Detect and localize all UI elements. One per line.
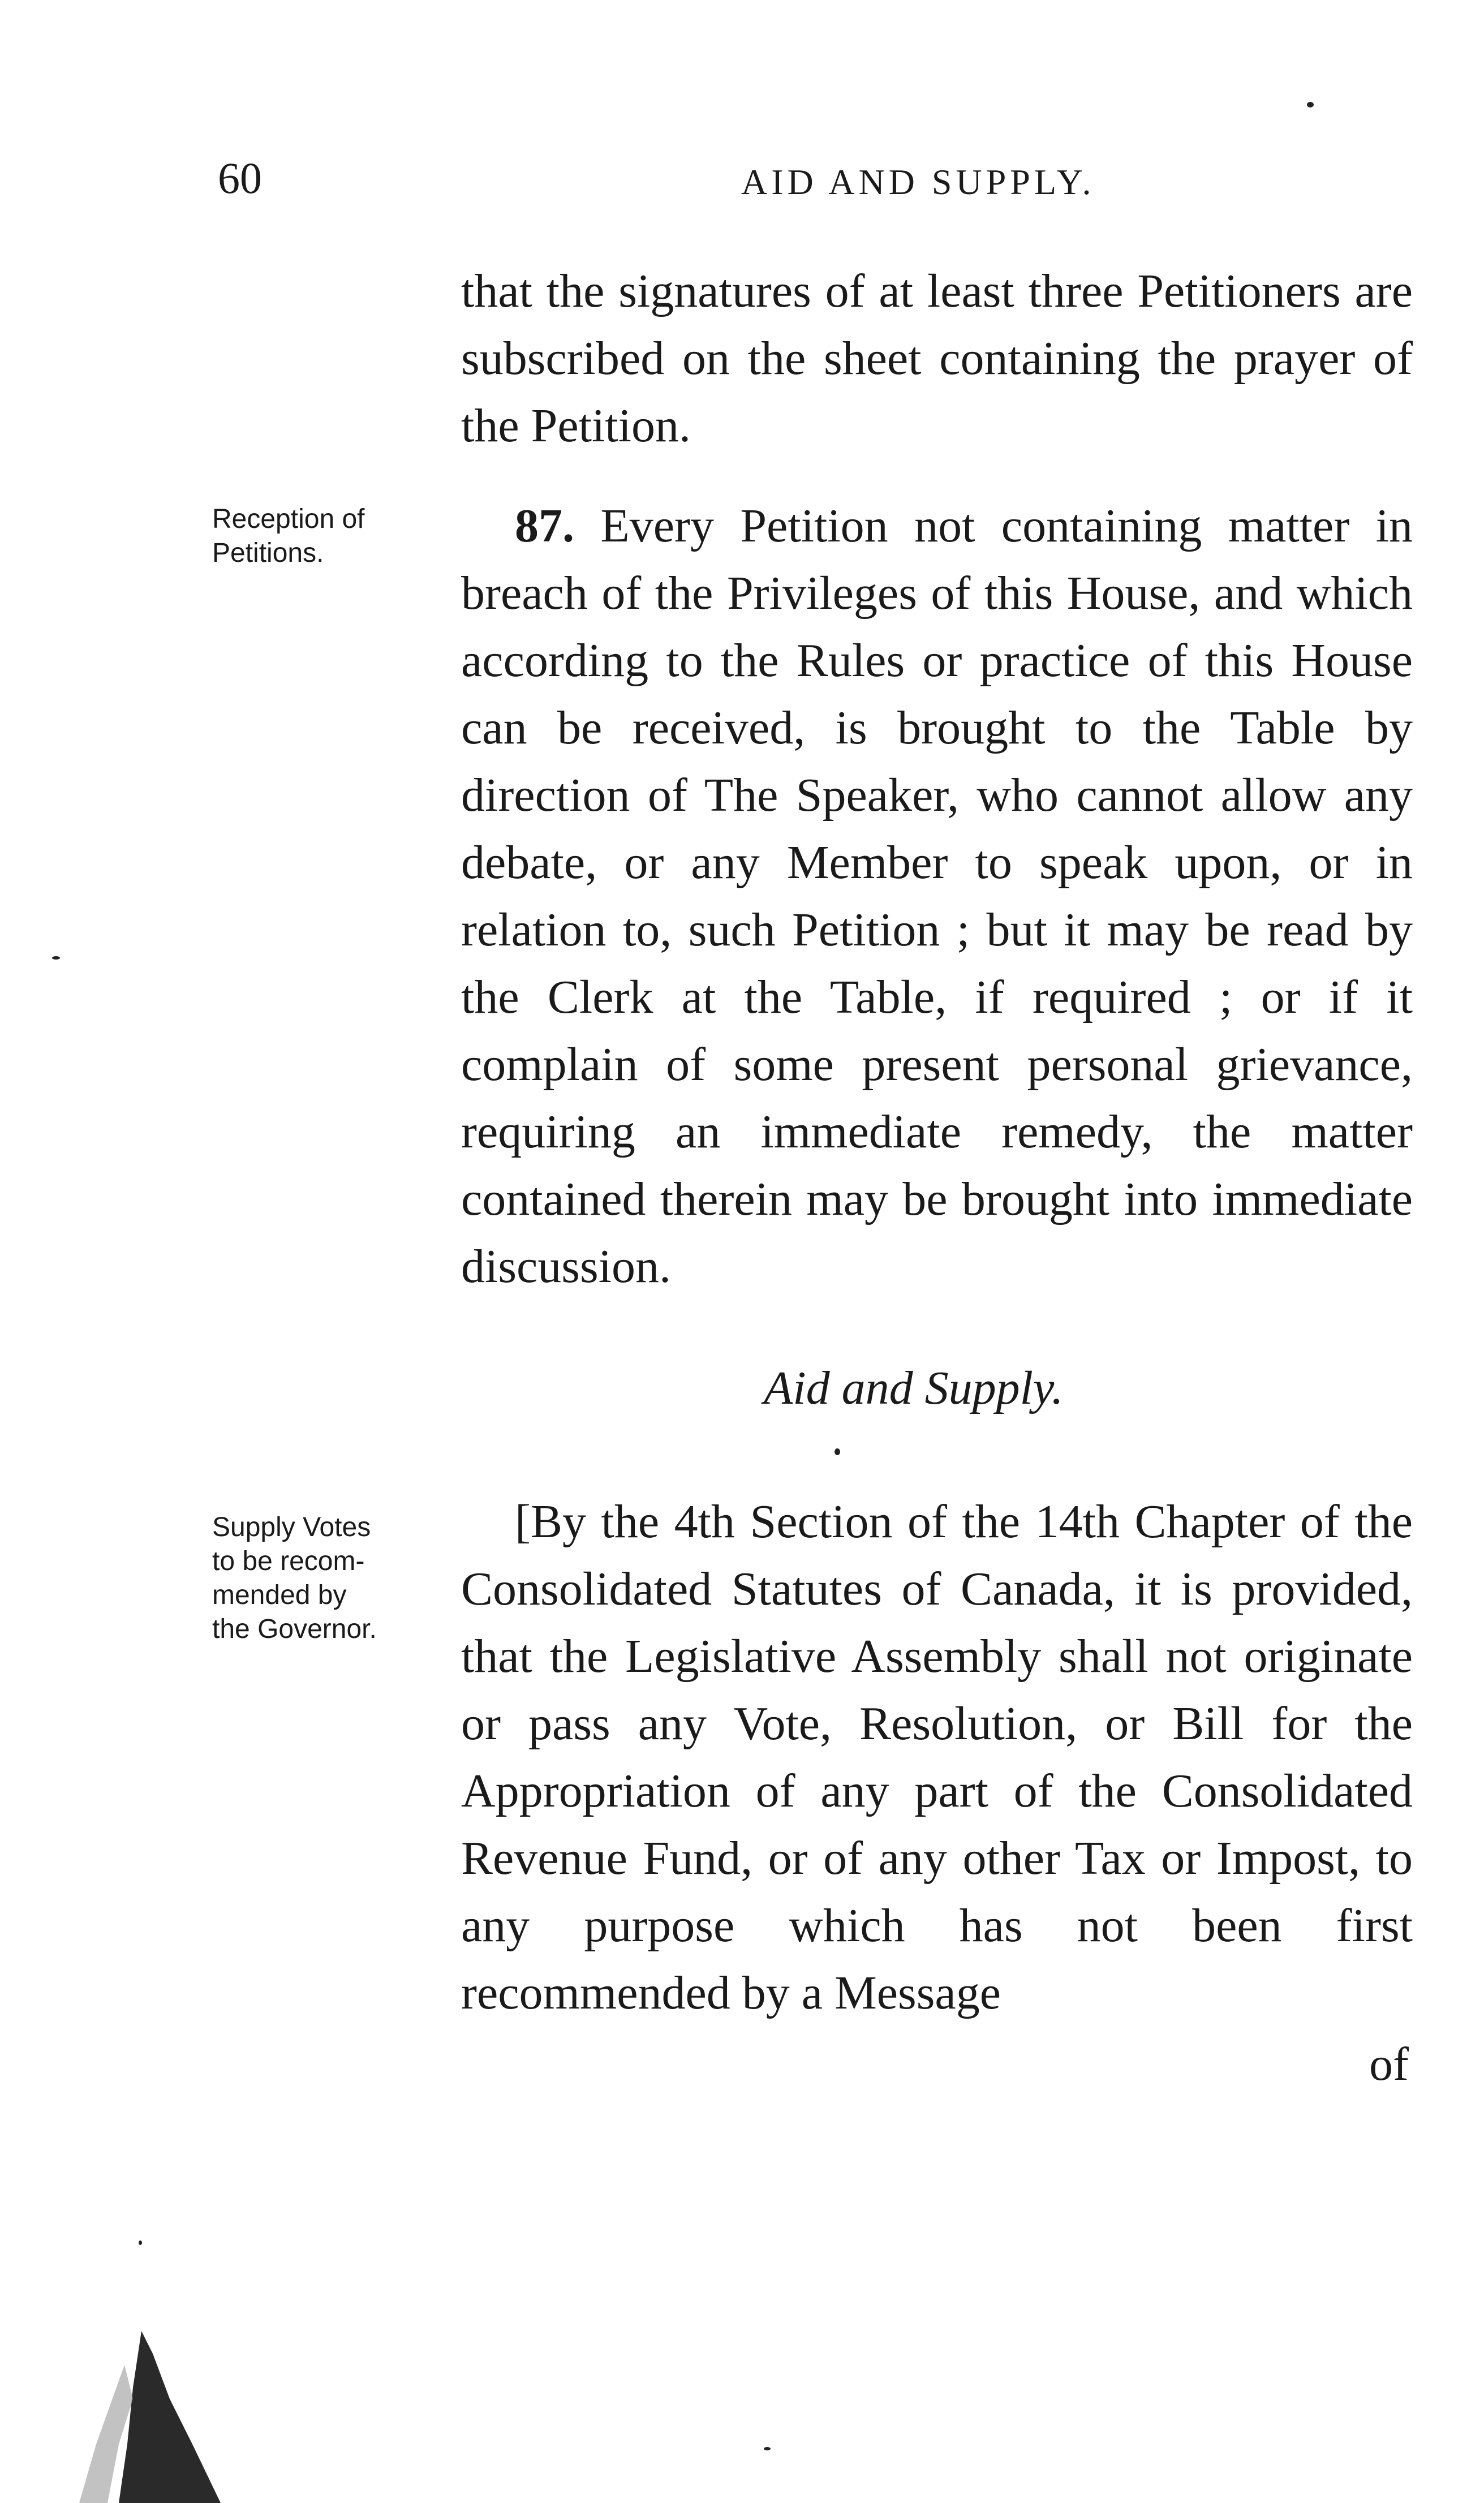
section-87-body: Every Petition not containing matter in breach of the Privileges of this House, and which according to the Rules or practice of this House can be received, is brought to the Table by direction of The Speaker, who cannot allow any debate, or any Member to speak upon, or in relation to, such Petition ; but it may be read by the Clerk at the Table, if required ; or if it complain of some present personal grievance, requiring an immediate remedy, the matter contained therein may be brought into immediate discussion. — [461, 500, 1413, 1293]
margin-note-line: the Governor. — [212, 1614, 377, 1644]
scan-speck — [835, 1448, 840, 1455]
margin-note-supply — [212, 1511, 377, 1646]
supply-paragraph — [461, 1488, 1413, 2027]
section-87-paragraph — [461, 492, 1413, 1300]
catchword: of — [1369, 2038, 1409, 2091]
section-number: 87. — [515, 500, 574, 552]
margin-note-reception — [212, 502, 365, 570]
scan-speck — [52, 956, 60, 960]
margin-note-line: Supply Votes — [212, 1512, 371, 1542]
margin-note-line: to be recom- — [212, 1546, 365, 1576]
scan-speck — [764, 2447, 771, 2450]
running-head: AID AND SUPPLY. — [741, 162, 1095, 202]
margin-note-line: mended by — [212, 1580, 347, 1610]
supply-body: [By the 4th Section of the 14th Chapter of the Consolidated Statutes of Canada, it is provided, that the Legislative Assembly shall not originate or pass any Vote, Resolution, or Bill for the Appropriation of any part of the Consolidated Revenue Fund, or of any other Tax or Impost, to any purpose which has not been first recommended by a Message — [461, 1495, 1413, 2019]
margin-note-line: Petitions. — [212, 538, 324, 568]
page-number: 60 — [218, 153, 262, 203]
scan-speck — [1307, 102, 1314, 107]
scan-edge-artifact — [57, 2331, 226, 2503]
scan-speck — [139, 2240, 142, 2245]
continuation-paragraph: that the signatures of at least three Petitioners are subscribed on the sheet containing the prayer of the Petition. — [461, 265, 1413, 452]
section-heading: Aid and Supply. — [764, 1362, 1064, 1414]
margin-note-line: Reception of — [212, 504, 365, 534]
